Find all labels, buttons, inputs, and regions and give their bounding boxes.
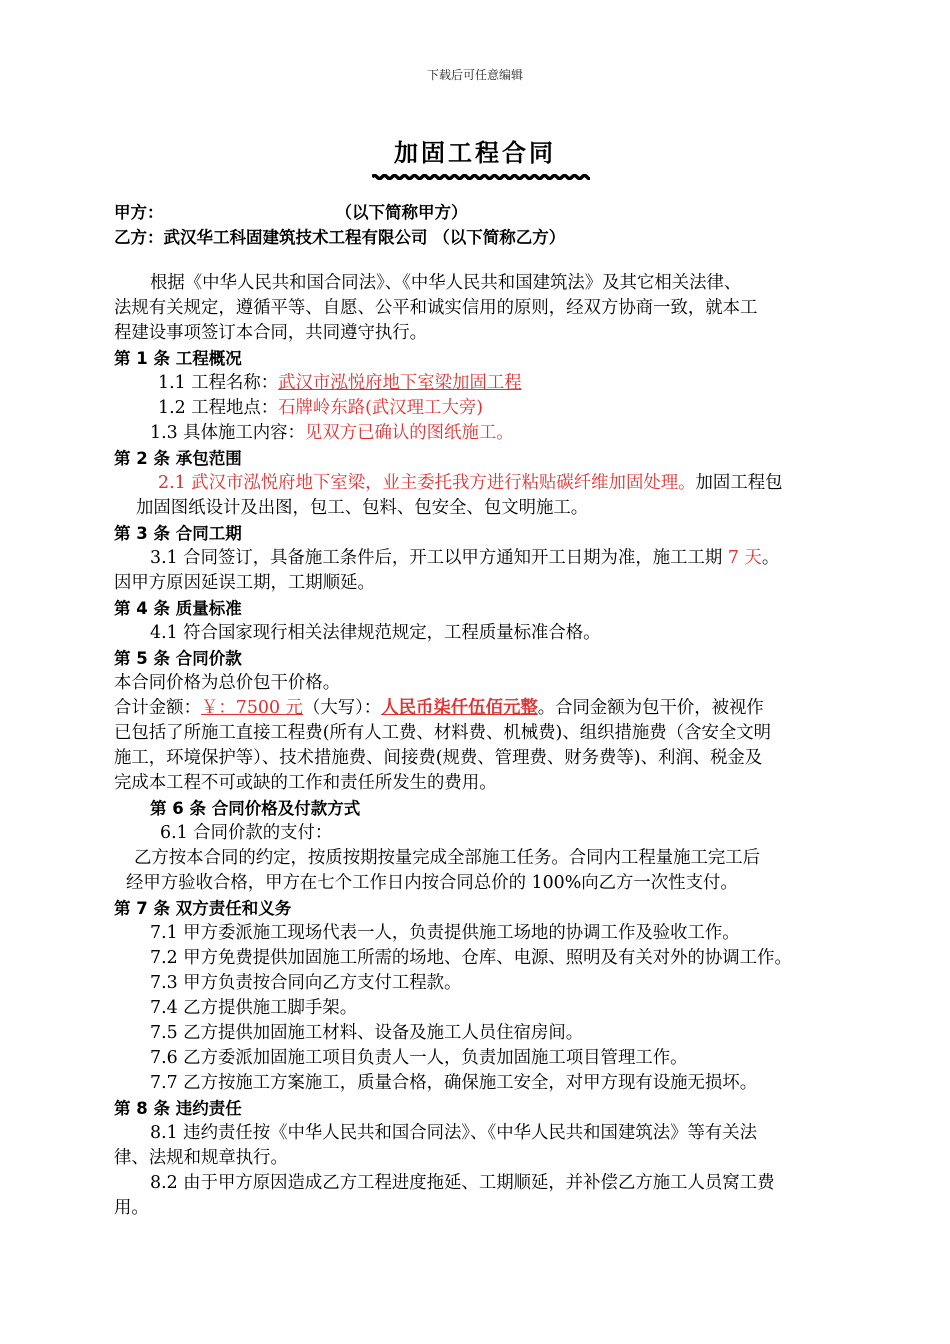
party-b-suffix: （以下简称乙方）	[433, 228, 566, 247]
duration-text-start: 3.1 合同签订，具备施工条件后，开工以甲方通知开工日期为准，施工工期	[150, 548, 728, 568]
contract-scope-line	[114, 471, 844, 496]
document-title: 加固工程合同	[394, 138, 556, 167]
party-a-label: 甲方：	[114, 203, 164, 222]
amount-label: 合计金额：	[114, 698, 201, 718]
obligation-item: 7.5 乙方提供加固施工材料、设备及施工人员住宿房间。	[150, 1023, 584, 1043]
payment-subheading: 6.1 合同价款的支付：	[160, 823, 333, 843]
party-b-name: 武汉华工科固建筑技术工程有限公司	[163, 228, 428, 247]
payment-line: 经甲方验收合格，甲方在七个工作日内按合同总价的 100%向乙方一次性支付。	[126, 873, 738, 893]
obligation-item: 7.7 乙方按施工方案施工，质量合格，确保施工安全，对甲方现有设施无损坏。	[150, 1073, 758, 1093]
contract-scope-red: 2.1 武汉市泓悦府地下室梁，业主委托我方进行粘贴碳纤维加固处理。	[158, 473, 696, 493]
liability-line: 8.2 由于甲方原因造成乙方工程进度拖延、工期顺延，并补偿乙方施工人员窝工费	[150, 1173, 775, 1193]
intro-line: 程建设事项签订本合同，共同遵守执行。	[114, 323, 428, 343]
duration-value: 7 天	[727, 548, 762, 568]
work-scope-label: 1.3 具体施工内容：	[150, 423, 305, 443]
project-name-line	[114, 371, 844, 396]
amount-rest: 。合同金额为包干价，被视作	[537, 698, 764, 718]
obligation-item: 7.6 乙方委派加固施工项目负责人一人，负责加固施工项目管理工作。	[150, 1048, 688, 1068]
project-site-line	[114, 396, 844, 421]
price-type-line: 本合同价格为总价包干价格。	[114, 673, 341, 693]
amount-line	[114, 696, 844, 721]
project-site-label: 1.2 工程地点：	[158, 398, 279, 418]
quality-line: 4.1 符合国家现行相关法律规范规定，工程质量标准合格。	[150, 623, 601, 643]
price-detail-line: 已包括了所施工直接工程费(所有人工费、材料费、机械费)、组织措施费（含安全文明	[114, 723, 772, 743]
work-scope-value: 见双方已确认的图纸施工。	[304, 423, 514, 443]
article-5-heading: 第 5 条 合同价款	[114, 649, 242, 668]
article-4-heading: 第 4 条 质量标准	[114, 599, 242, 618]
project-name-value: 武汉市泓悦府地下室梁加固工程	[278, 373, 522, 393]
obligation-item: 7.4 乙方提供施工脚手架。	[150, 998, 358, 1018]
title-wave-underline	[372, 174, 590, 180]
contract-scope-black: 加固工程包	[695, 473, 783, 493]
party-b-label: 乙方：	[114, 228, 164, 247]
duration-line-2: 因甲方原因延误工期，工期顺延。	[114, 573, 375, 593]
project-site-value: 石牌岭东路(武汉理工大旁)	[278, 398, 484, 418]
party-a-line	[114, 200, 844, 225]
amount-number: ￥：7500 元	[200, 698, 303, 718]
amount-capital: 人民币柒仟伍佰元整	[381, 698, 538, 718]
article-1-heading: 第 1 条 工程概况	[114, 349, 242, 368]
article-2-heading: 第 2 条 承包范围	[114, 449, 242, 468]
article-8-heading: 第 8 条 违约责任	[114, 1099, 242, 1118]
article-7-heading: 第 7 条 双方责任和义务	[114, 899, 292, 918]
amount-capital-label: （大写）：	[302, 698, 382, 718]
party-a-suffix: （以下简称甲方）	[335, 203, 468, 222]
contract-body	[114, 200, 844, 1221]
party-b-line	[114, 225, 844, 250]
intro-line: 法规有关规定，遵循平等、自愿、公平和诚实信用的原则，经双方协商一致，就本工	[114, 298, 758, 318]
liability-line: 8.1 违约责任按《中华人民共和国合同法》、《中华人民共和国建筑法》等有关法	[150, 1123, 758, 1143]
payment-line: 乙方按本合同的约定，按质按期按量完成全部施工任务。合同内工程量施工完工后	[134, 848, 761, 868]
article-6-heading: 第 6 条 合同价格及付款方式	[150, 799, 361, 818]
liability-line: 律、法规和规章执行。	[114, 1148, 288, 1168]
project-name-label: 1.1 工程名称：	[158, 373, 279, 393]
liability-line: 用。	[114, 1198, 149, 1218]
obligation-item: 7.2 甲方免费提供加固施工所需的场地、仓库、电源、照明及有关对外的协调工作。	[150, 948, 792, 968]
intro-line: 根据《中华人民共和国合同法》、《中华人民共和国建筑法》及其它相关法律、	[150, 273, 742, 293]
price-detail-line: 完成本工程不可或缺的工作和责任所发生的费用。	[114, 773, 497, 793]
work-scope-line	[114, 421, 844, 446]
obligation-item: 7.3 甲方负责按合同向乙方支付工程款。	[150, 973, 462, 993]
header-note: 下载后可任意编辑	[426, 68, 523, 82]
article-3-heading: 第 3 条 合同工期	[114, 524, 242, 543]
obligation-item: 7.1 甲方委派施工现场代表一人，负责提供施工场地的协调工作及验收工作。	[150, 923, 740, 943]
contract-scope-line-2: 加固图纸设计及出图，包工、包料、包安全、包文明施工。	[136, 498, 589, 518]
duration-line	[114, 546, 844, 571]
price-detail-line: 施工，环境保护等）、技术措施费、间接费(规费、管理费、财务费等)、利润、税金及	[114, 748, 763, 768]
duration-text-end: 。	[761, 548, 780, 568]
